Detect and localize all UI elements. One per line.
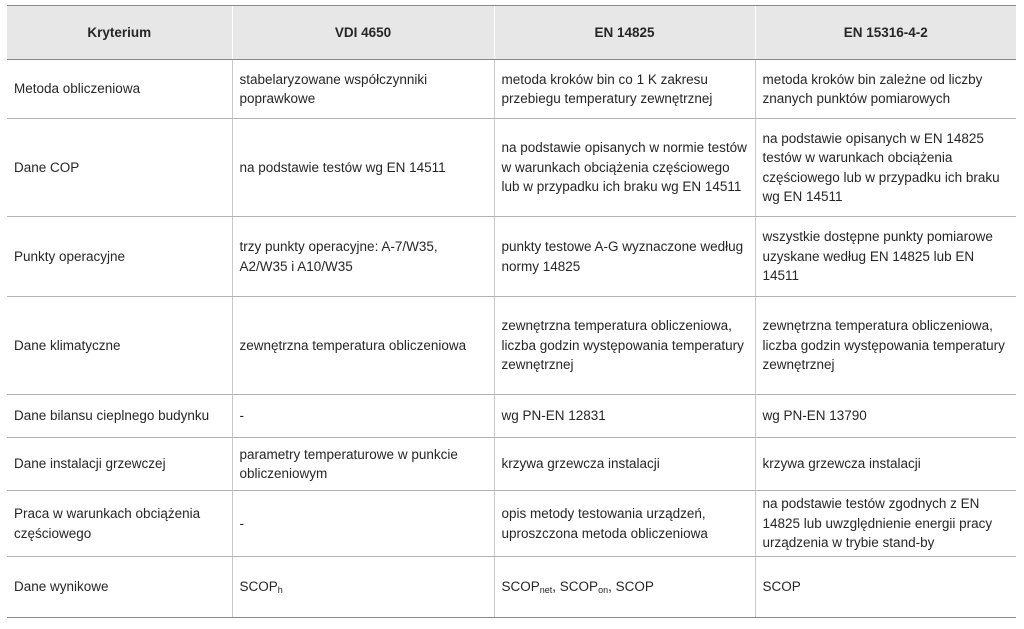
cell-criterion: Praca w warunkach obciążenia częściowego — [7, 491, 232, 557]
cell-en-14825: metoda kroków bin co 1 K zakresu przebiegu temperatury zewnętrznej — [494, 60, 755, 119]
cell-criterion: Dane instalacji grzewczej — [7, 438, 232, 491]
scop-text: SCOP — [239, 579, 278, 595]
comparison-table-container — [7, 5, 1016, 618]
subscript-on: on — [598, 585, 609, 596]
header-kryterium: Kryterium — [7, 6, 232, 60]
header-vdi-4650: VDI 4650 — [232, 6, 494, 60]
table-row — [7, 60, 1016, 119]
scop-text: SCOP — [762, 579, 801, 595]
table-row — [7, 297, 1016, 395]
cell-en-14825: krzywa grzewcza instalacji — [494, 438, 755, 491]
cell-en-15316-4-2: wg PN-EN 13790 — [755, 395, 1016, 438]
cell-en-15316-4-2: wszystkie dostępne punkty pomiarowe uzyskane według EN 14825 lub EN 14511 — [755, 217, 1016, 297]
cell-en-14825: opis metody testowania urządzeń, uproszczona metoda obliczeniowa — [494, 491, 755, 557]
table-row — [7, 438, 1016, 491]
cell-criterion: Dane klimatyczne — [7, 297, 232, 395]
cell-criterion: Dane wynikowe — [7, 557, 232, 618]
cell-en-14825: na podstawie opisanych w normie testów w warunkach obciążenia częściowego lub w przypadku ich braku wg EN 14511 — [494, 119, 755, 217]
cell-vdi-4650: trzy punkty operacyjne: A-7/W35, A2/W35 i A10/W35 — [232, 217, 494, 297]
table-row — [7, 119, 1016, 217]
separator: , — [552, 579, 560, 595]
cell-criterion: Metoda obliczeniowa — [7, 60, 232, 119]
cell-en-15316-4-2 — [755, 557, 1016, 618]
cell-vdi-4650 — [232, 557, 494, 618]
cell-vdi-4650: - — [232, 395, 494, 438]
scop-text: SCOP — [615, 579, 654, 595]
cell-en-15316-4-2: zewnętrzna temperatura obliczeniowa, liczba godzin występowania temperatury zewnętrznej — [755, 297, 1016, 395]
header-row — [7, 6, 1016, 60]
cell-en-15316-4-2: krzywa grzewcza instalacji — [755, 438, 1016, 491]
cell-en-15316-4-2: na podstawie opisanych w EN 14825 testów w warunkach obciążenia częściowego lub w przypadku ich braku wg EN 14511 — [755, 119, 1016, 217]
cell-vdi-4650: zewnętrzna temperatura obliczeniowa — [232, 297, 494, 395]
table-row — [7, 491, 1016, 557]
scop-text: SCOP — [501, 579, 540, 595]
cell-en-14825: punkty testowe A-G wyznaczone według normy 14825 — [494, 217, 755, 297]
separator: , — [608, 579, 616, 595]
comparison-table — [7, 5, 1016, 618]
cell-criterion: Dane COP — [7, 119, 232, 217]
cell-criterion: Punkty operacyjne — [7, 217, 232, 297]
table-row — [7, 557, 1016, 618]
cell-vdi-4650: parametry temperaturowe w punkcie obliczeniowym — [232, 438, 494, 491]
subscript-h: h — [277, 585, 283, 596]
cell-en-14825: wg PN-EN 12831 — [494, 395, 755, 438]
table-row — [7, 395, 1016, 438]
cell-vdi-4650: - — [232, 491, 494, 557]
cell-en-15316-4-2: metoda kroków bin zależne od liczby znanych punktów pomiarowych — [755, 60, 1016, 119]
cell-vdi-4650: stabelaryzowane współczynniki poprawkowe — [232, 60, 494, 119]
cell-en-14825 — [494, 557, 755, 618]
cell-en-14825: zewnętrzna temperatura obliczeniowa, liczba godzin występowania temperatury zewnętrznej — [494, 297, 755, 395]
cell-vdi-4650: na podstawie testów wg EN 14511 — [232, 119, 494, 217]
header-en-15316-4-2: EN 15316-4-2 — [755, 6, 1016, 60]
header-en-14825: EN 14825 — [494, 6, 755, 60]
cell-en-15316-4-2: na podstawie testów zgodnych z EN 14825 lub uwzględnienie energii pracy urządzenia w trybie stand-by — [755, 491, 1016, 557]
subscript-net: net — [539, 585, 553, 596]
cell-criterion: Dane bilansu cieplnego budynku — [7, 395, 232, 438]
scop-text: SCOP — [559, 579, 599, 595]
table-row — [7, 217, 1016, 297]
